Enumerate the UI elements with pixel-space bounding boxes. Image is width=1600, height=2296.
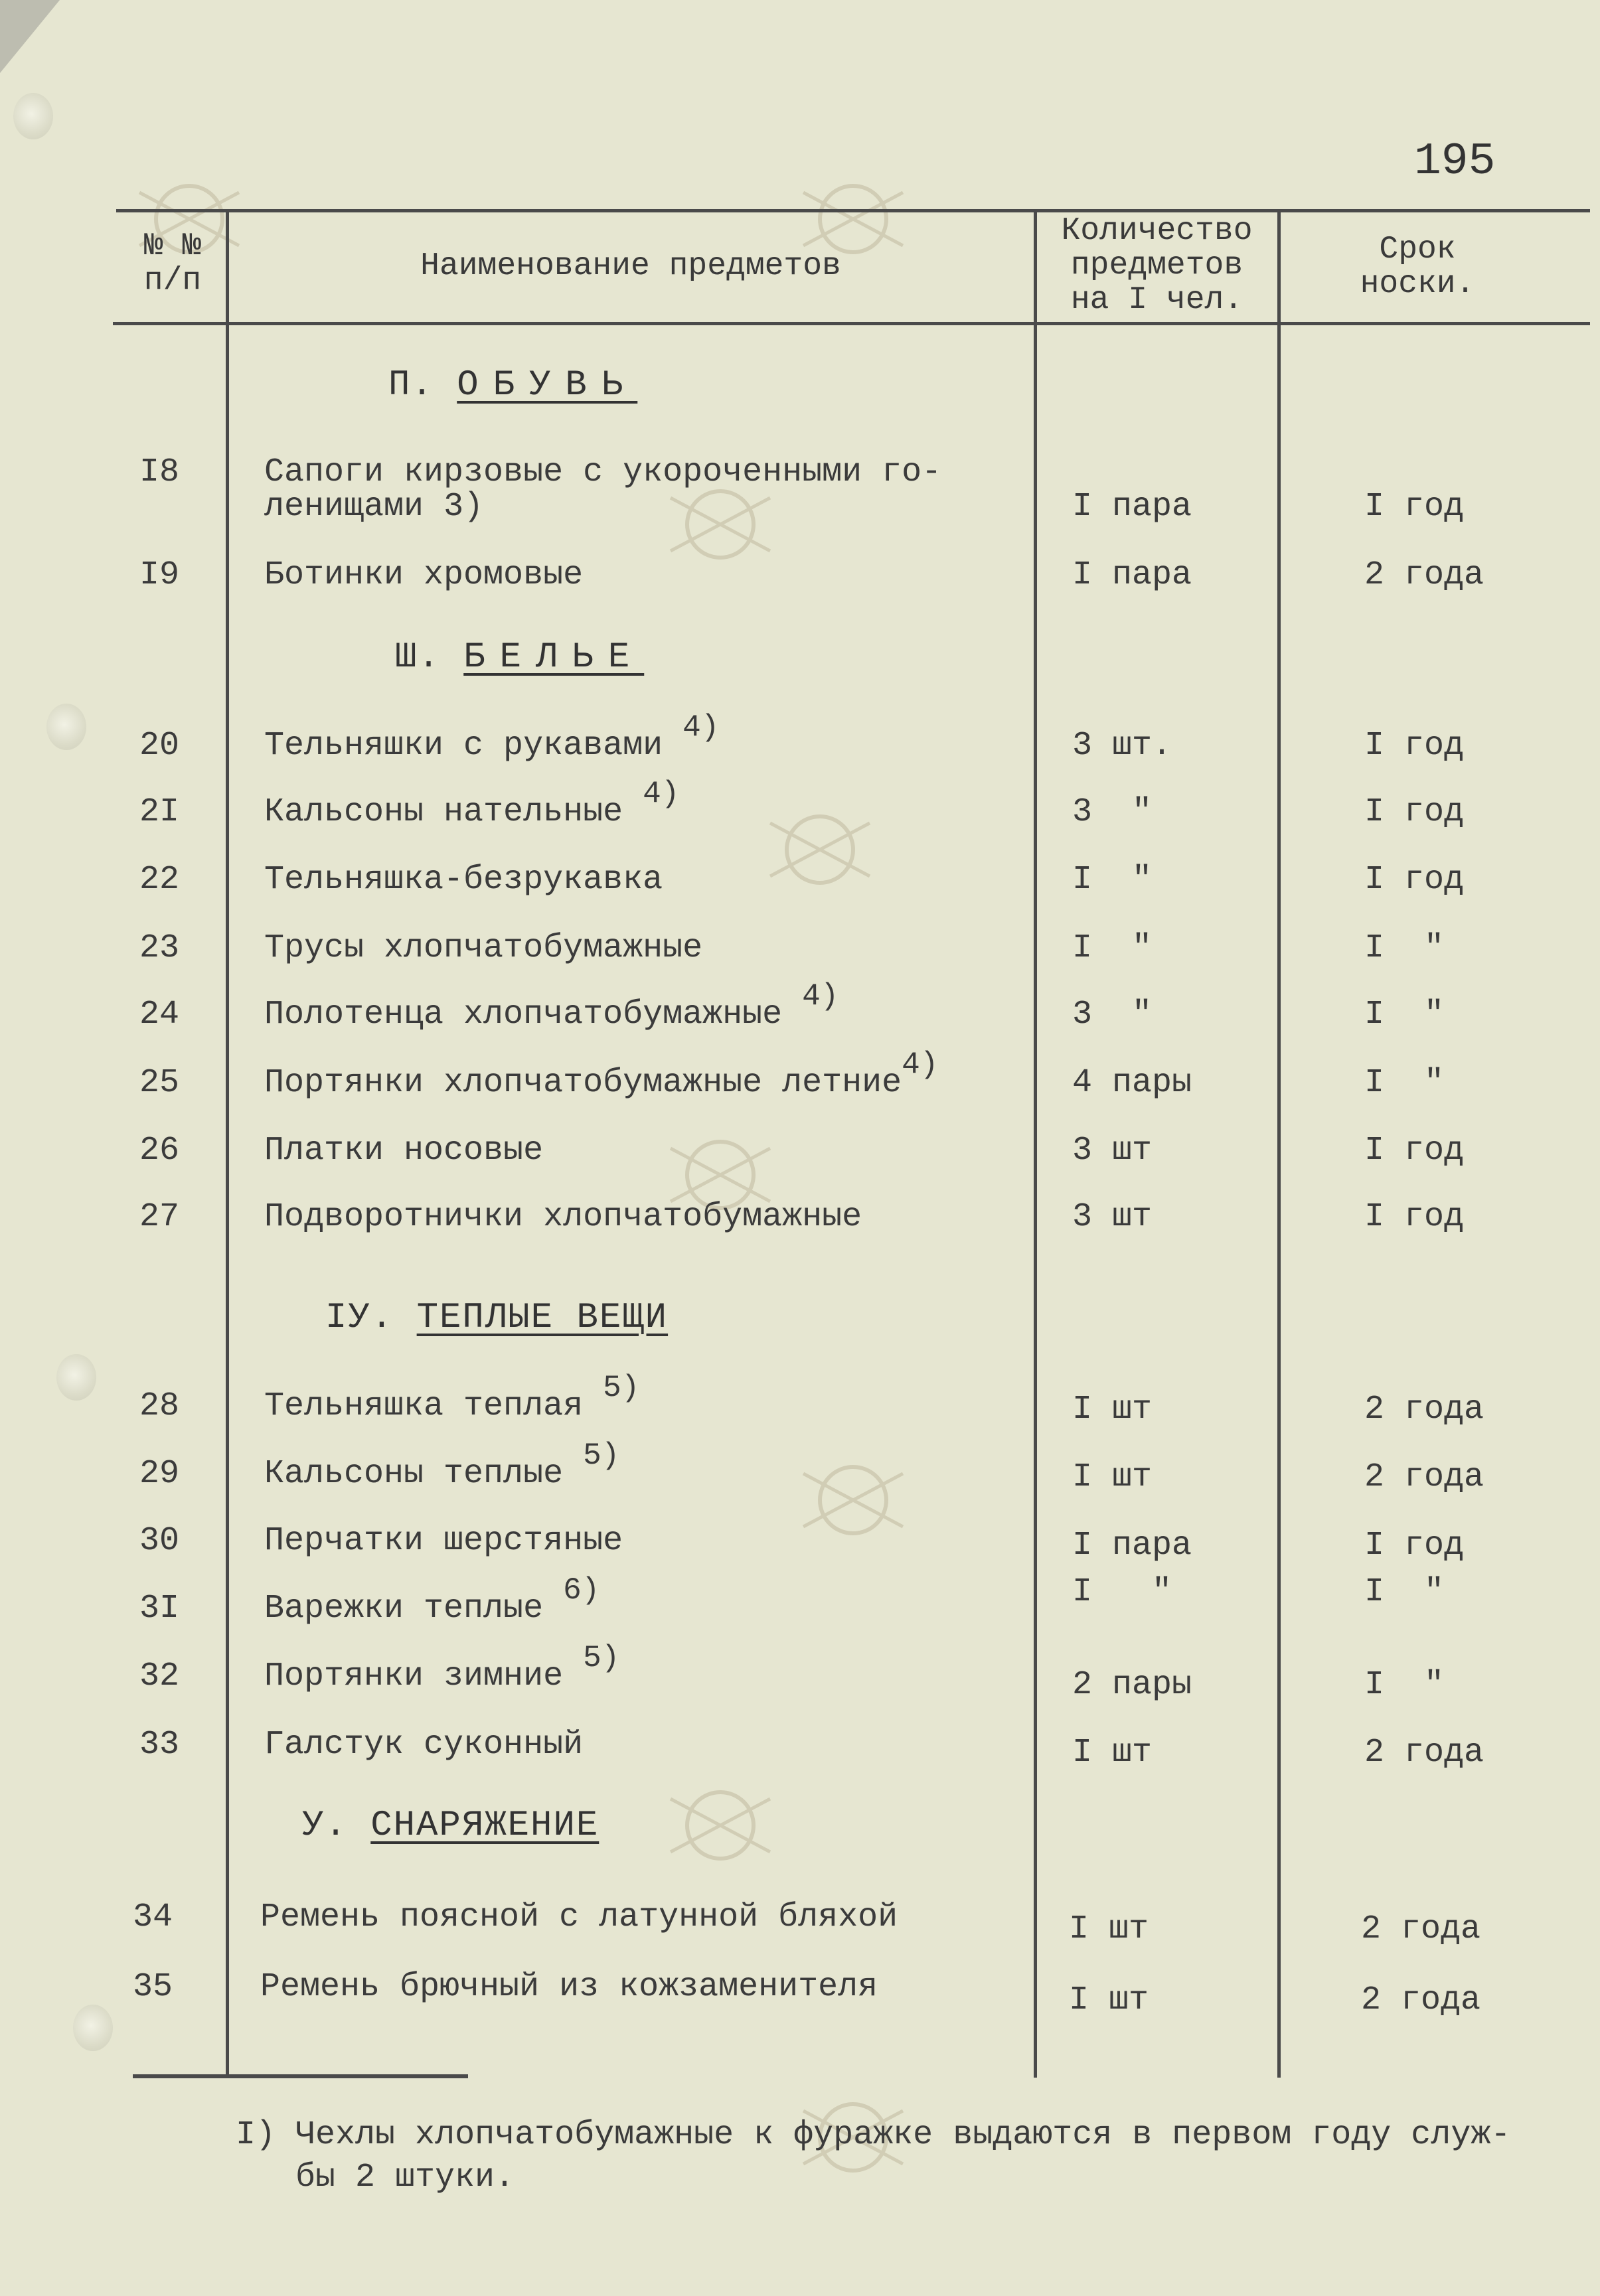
item-name: Портянки хлопчатобумажные летние4) — [264, 1047, 939, 1102]
watermark-emblem-icon — [664, 478, 777, 571]
item-name: Ремень поясной с латунной бляхой — [260, 1898, 898, 1936]
item-term: I " — [1364, 996, 1445, 1033]
item-term: I год — [1364, 861, 1465, 899]
footnote-separator — [133, 2074, 468, 2078]
row-number: 25 — [139, 1064, 179, 1102]
header-qty: Количество предметов на I чел. — [1061, 213, 1253, 318]
page-number: 195 — [1414, 136, 1496, 187]
item-qty: 3 шт. — [1072, 727, 1172, 765]
section-heading: Ш. БЕЛЬЕ — [395, 637, 645, 678]
item-qty: I пара — [1072, 488, 1192, 526]
section-heading: IУ. ТЕПЛЫЕ ВЕЩИ — [325, 1298, 669, 1338]
item-qty: 3 " — [1072, 996, 1153, 1033]
item-qty: I шт — [1072, 1458, 1153, 1496]
row-number: 27 — [139, 1198, 179, 1236]
item-name: Галстук суконный — [264, 1726, 584, 1764]
item-term: I год — [1364, 1198, 1465, 1236]
punch-hole — [13, 93, 53, 139]
item-term: I год — [1364, 793, 1465, 831]
item-name: Сапоги кирзовые с укороченными го- — [264, 453, 942, 491]
row-number: 23 — [139, 929, 179, 967]
item-term: I " — [1364, 1573, 1445, 1611]
row-number: 26 — [139, 1132, 179, 1170]
footnote-marker: I) — [236, 2116, 276, 2154]
item-name: Полотенца хлопчатобумажные 4) — [264, 979, 839, 1033]
item-qty: 2 пары — [1072, 1666, 1192, 1704]
watermark-emblem-icon — [664, 1779, 777, 1872]
footnote-line: Чехлы хлопчатобумажные к фуражке выдаются в первом году служ- — [295, 2116, 1511, 2154]
item-qty: I шт — [1072, 1734, 1153, 1772]
item-qty: I шт — [1069, 1981, 1149, 2019]
item-term: I год — [1364, 727, 1465, 765]
item-name: Платки носовые — [264, 1132, 544, 1170]
footnote-line: бы 2 штуки. — [295, 2159, 515, 2196]
header-name: Наименование предметов — [420, 248, 841, 284]
row-number: 35 — [132, 1968, 173, 2006]
item-name: Ботинки хромовые — [264, 556, 584, 594]
item-name: Варежки теплые 6) — [264, 1573, 600, 1628]
item-term: I " — [1364, 1064, 1445, 1102]
torn-corner — [0, 0, 60, 73]
column-rule — [1277, 209, 1281, 2078]
punch-hole — [56, 1354, 96, 1401]
row-number: 28 — [139, 1387, 179, 1425]
row-number: 3I — [139, 1590, 179, 1628]
table-top-rule — [116, 209, 1590, 212]
column-rule — [226, 209, 229, 2078]
row-number: 32 — [139, 1657, 179, 1695]
item-qty: I шт — [1072, 1391, 1153, 1428]
item-term: I год — [1364, 1132, 1465, 1170]
item-name: Трусы хлопчатобумажные — [264, 929, 703, 967]
item-term: I " — [1364, 929, 1445, 967]
item-name: Подворотнички хлопчатобумажные — [264, 1198, 862, 1236]
row-number: 20 — [139, 727, 179, 765]
section-heading: П. ОБУВЬ — [388, 365, 638, 406]
item-qty: I пара — [1072, 1527, 1192, 1565]
header-num: № № п/п — [143, 228, 202, 299]
item-term: 2 года — [1361, 1910, 1481, 1948]
item-qty: I шт — [1069, 1910, 1149, 1948]
item-name: Перчатки шерстяные — [264, 1522, 623, 1560]
section-heading: У. СНАРЯЖЕНИЕ — [302, 1805, 600, 1846]
item-name: Тельняшка-безрукавка — [264, 861, 663, 899]
item-qty: I " — [1072, 861, 1153, 899]
item-term: 2 года — [1361, 1981, 1481, 2019]
table-header-rule — [113, 322, 1590, 325]
row-number: 33 — [139, 1726, 179, 1764]
row-number: I8 — [139, 453, 179, 491]
item-qty: I пара — [1072, 556, 1192, 594]
item-qty: 4 пары — [1072, 1064, 1192, 1102]
item-term: 2 года — [1364, 556, 1484, 594]
watermark-emblem-icon — [797, 1454, 910, 1547]
row-number: I9 — [139, 556, 179, 594]
column-rule — [1034, 209, 1037, 2078]
item-term: 2 года — [1364, 1391, 1484, 1428]
item-name: Тельняшки с рукавами 4) — [264, 710, 720, 765]
item-name: Кальсоны нательные 4) — [264, 777, 680, 831]
row-number: 2I — [139, 793, 179, 831]
row-number: 22 — [139, 861, 179, 899]
item-qty: 3 шт — [1072, 1132, 1153, 1170]
item-name: Ремень брючный из кожзаменителя — [260, 1968, 878, 2006]
footnote — [236, 2114, 1510, 2199]
item-qty: I " — [1072, 929, 1153, 967]
item-term: I " — [1364, 1666, 1445, 1704]
punch-hole — [46, 704, 86, 750]
punch-hole — [73, 2005, 113, 2051]
row-number: 24 — [139, 996, 179, 1033]
row-number: 34 — [132, 1898, 173, 1936]
item-term: 2 года — [1364, 1458, 1484, 1496]
item-term: 2 года — [1364, 1734, 1484, 1772]
row-number: 30 — [139, 1522, 179, 1560]
watermark-emblem-icon — [763, 803, 876, 896]
item-qty: 3 шт — [1072, 1198, 1153, 1236]
item-qty: 3 " — [1072, 793, 1153, 831]
item-name: Тельняшка теплая 5) — [264, 1371, 640, 1425]
row-number: 29 — [139, 1455, 179, 1493]
item-name: ленищами 3) — [264, 488, 484, 526]
item-qty: I " — [1072, 1573, 1172, 1611]
item-name: Кальсоны теплые 5) — [264, 1438, 620, 1493]
item-term: I год — [1364, 1527, 1465, 1565]
item-name: Портянки зимние 5) — [264, 1641, 620, 1695]
header-term: Срок носки. — [1360, 232, 1475, 302]
item-term: I год — [1364, 488, 1465, 526]
